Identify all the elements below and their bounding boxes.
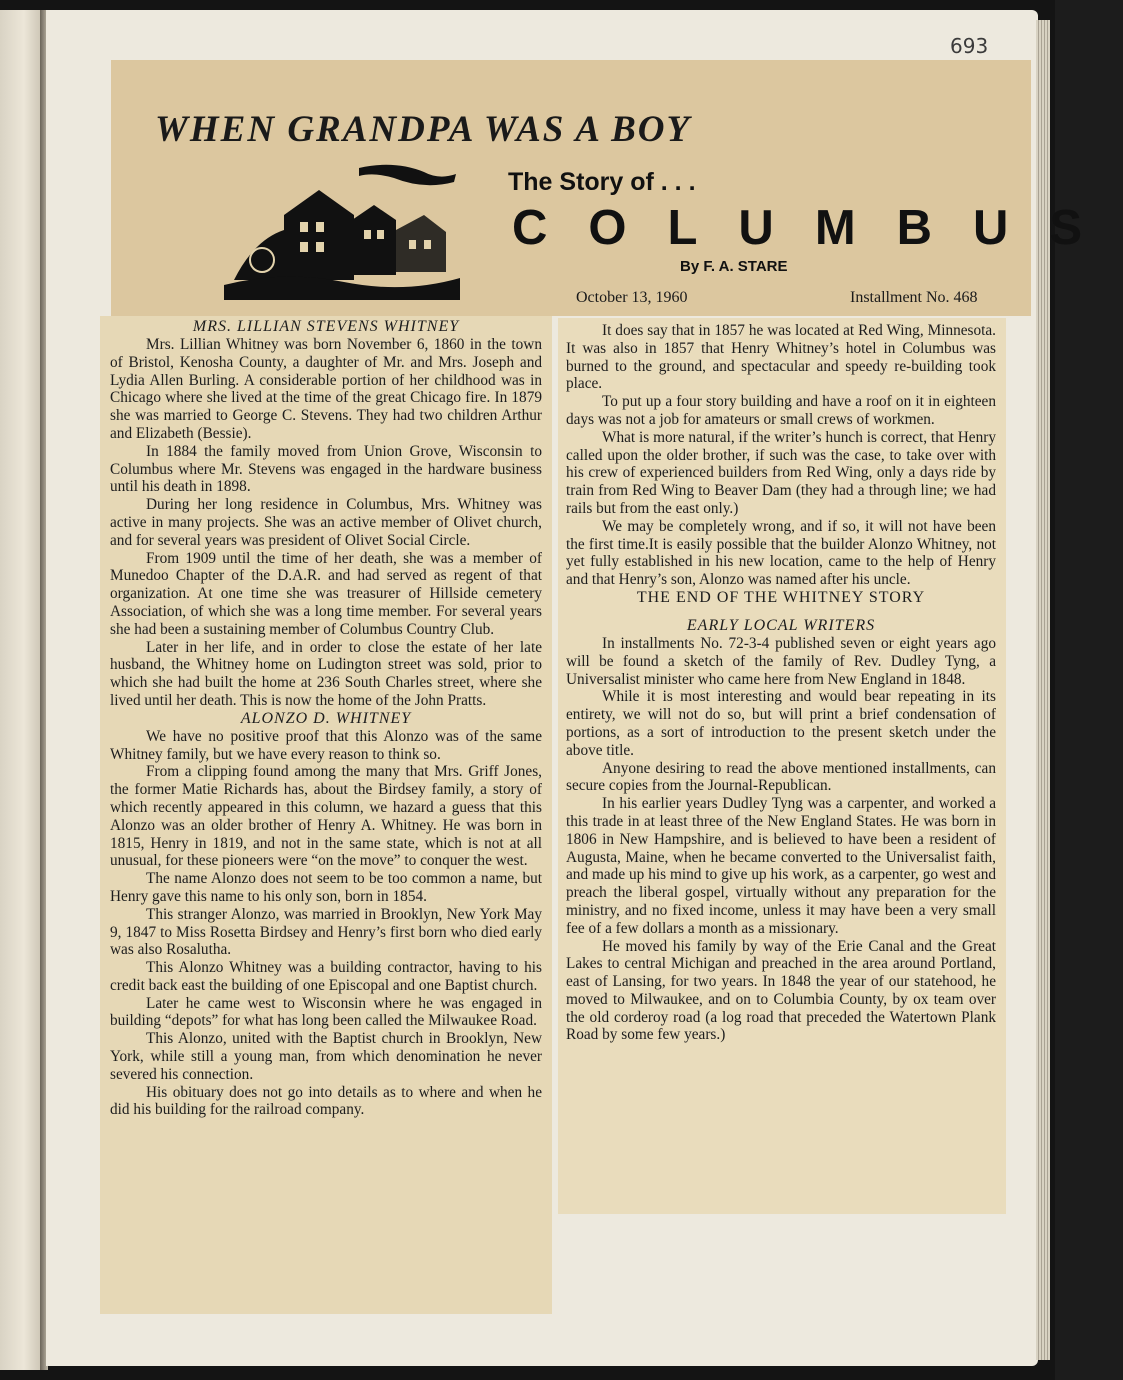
paragraph: Anyone desiring to read the above mentioned installments, can secure copies from the Journal-Republican. — [566, 759, 996, 795]
paragraph: From 1909 until the time of her death, she was a member of Munedoo Chapter of the D.A.R. and had served as regent of that organization. At one time she was treasurer of Hillside cemetery Association, of which she was a long time member. For several years she had been a sustaining member of Columbus Country Club. — [110, 549, 542, 638]
paragraph: To put up a four story building and have a roof on it in eighteen days was not a job for amateurs or small crews of workmen. — [566, 393, 996, 428]
paragraph: What is more natural, if the writer’s hunch is correct, that Henry called upon the older brother, if such was the case, to take over with his crew of experienced builders from Red Wing, only a days ride by train from Red Wing to Beaver Dam (they had a through line; we had rails but from the east only.) — [566, 428, 996, 517]
section-heading: EARLY LOCAL WRITERS — [686, 616, 876, 634]
paragraph: He moved his family by way of the Erie Canal and the Great Lakes to central Michigan and preached in the area around Portland, east of Lansing, for two years. In 1848 the year of our statehood, he moved to Milwaukee, and on to Columbia County, by ox team over the old corderoy road (a log road that preceded the Watertown Plank Road by some few years.) — [566, 937, 996, 1044]
right-column — [566, 322, 996, 1044]
masthead-title: WHEN GRANDPA WAS A BOY — [155, 109, 692, 150]
section-heading: ALONZO D. WHITNEY — [240, 709, 412, 727]
columbus-title: COLUMBUS — [512, 201, 1123, 255]
section-heading: MRS. LILLIAN STEVENS WHITNEY — [192, 318, 460, 335]
mill-illustration-icon — [224, 160, 460, 300]
story-end-line: THE END OF THE WHITNEY STORY — [636, 588, 926, 606]
left-column — [110, 318, 542, 1119]
paragraph: The name Alonzo does not seem to be too common a name, but Henry gave this name to his only son, born in 1854. — [110, 870, 542, 905]
paragraph: We may be completely wrong, and if so, it will not have been the first time.It is easily possible that the builder Alonzo Whitney, not yet fully established in his new location, came to the help of Henry and that Henry’s son, Alonzo was named after his uncle. — [566, 517, 996, 589]
paragraph: Mrs. Lillian Whitney was born November 6, 1860 in the town of Bristol, Kenosha County, a daughter of Mr. and Mrs. Joseph and Lydia Allen Burling. A considerable portion of her childhood was in Chicago where she lived at the time of the great Chicago fire. In 1879 she was married to George C. Stevens. They had two children Arthur and Elizabeth (Bessie). — [110, 336, 542, 442]
paragraph: We have no positive proof that this Alonzo was of the same Whitney family, but we have every reason to think so. — [110, 727, 542, 763]
paragraph: In his earlier years Dudley Tyng was a carpenter, and worked a this trade in at least three of the New England States. He was born in 1806 in New Hampshire, and is believed to have been a resident of Augusta, Maine, when he became converted to the Universalist faith, and made up his mind to give up his work, as a carpenter, go west and preach the liberal gospel, virtually without any preparation for the ministry, and no fixed income, unless it may have been a very small fee of a few dollars a month as a missionary. — [566, 795, 996, 937]
installment-number: Installment No. 468 — [850, 289, 978, 306]
story-of-label: The Story of . . . — [508, 168, 696, 196]
byline: By F. A. STARE — [680, 258, 788, 275]
paragraph: This Alonzo Whitney was a building contractor, having to his credit back east the building of one Episcopal and one Baptist church. — [110, 959, 542, 994]
paragraph: In installments No. 72-3-4 published seven or eight years ago will be found a sketch of the family of Rev. Dudley Tyng, a Universalist minister who came here from New England in 1848. — [566, 634, 996, 688]
paragraph: This Alonzo, united with the Baptist church in Brooklyn, New York, while still a young man, from which denomination he never severed his connection. — [110, 1030, 542, 1083]
paragraph: From a clipping found among the many that Mrs. Griff Jones, the former Matie Richards has, about the Birdsey family, a story of which recently appeared in this column, we hazard a guess that this Alonzo was an older brother of Henry A. Whitney. He was born in 1815, Henry in 1819, and not in the same state, which is not at all unusual, for these pioneers were “on the move” to conquer the west. — [110, 763, 542, 870]
paragraph: His obituary does not go into details as to where and when he did his building for the railroad company. — [110, 1083, 542, 1119]
dateline: October 13, 1960 — [576, 289, 688, 306]
page-number: 693 — [950, 34, 989, 58]
paragraph: Later in her life, and in order to close the estate of her late husband, the Whitney home on Ludington street was sold, prior to which she had built the home at 236 South Charles street, where she lived until her death. This is now the home of the John Pratts. — [110, 638, 542, 709]
left-page-edge — [0, 10, 40, 1370]
paragraph: During her long residence in Columbus, Mrs. Whitney was active in many projects. She was an active member of Olivet church, and for several years was president of Olivet Social Circle. — [110, 496, 542, 549]
paragraph: This stranger Alonzo, was married in Brooklyn, New York May 9, 1847 to Miss Rosetta Birdsey and Henry’s first born who died early was also Rosalutha. — [110, 905, 542, 959]
paragraph: While it is most interesting and would bear repeating in its entirety, we will not do so, but will print a brief condensation of portions, as a sort of introduction to the present sketch under the above title. — [566, 688, 996, 759]
paragraph: Later he came west to Wisconsin where he was engaged in building “depots” for what has long been called the Milwaukee Road. — [110, 994, 542, 1030]
paragraph: It does say that in 1857 he was located at Red Wing, Minnesota. It was also in 1857 that Henry Whitney’s hotel in Columbus was burned to the ground, and spectacular and speedy re-building took place. — [566, 322, 996, 393]
paragraph: In 1884 the family moved from Union Grove, Wisconsin to Columbus where Mr. Stevens was engaged in the hardware business until his death in 1898. — [110, 442, 542, 496]
